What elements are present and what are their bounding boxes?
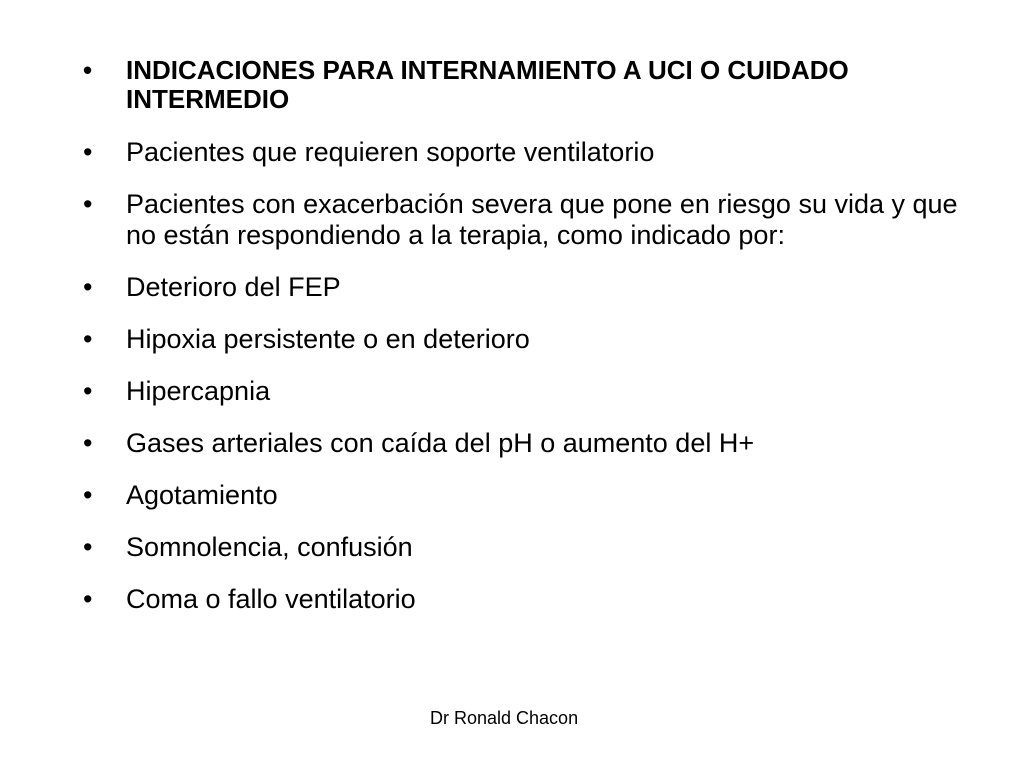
bullet-item (83, 137, 963, 168)
footer-author: Dr Ronald Chacon (430, 708, 579, 728)
bullet-text: Agotamiento (126, 480, 278, 510)
bullet-icon: • (83, 55, 93, 85)
bullet-icon: • (83, 428, 93, 458)
bullet-icon: • (83, 324, 93, 354)
bullet-text: Gases arteriales con caída del pH o aumento del H+ (126, 428, 755, 458)
bullet-text: INDICACIONES PARA INTERNAMIENTO A UCI O CUIDADO INTERMEDIO (126, 55, 849, 114)
bullet-text: Coma o fallo ventilatorio (126, 584, 416, 614)
bullet-text: Hipoxia persistente o en deterioro (126, 324, 530, 354)
bullet-text: Hipercapnia (126, 376, 271, 406)
bullet-item (83, 376, 963, 407)
bullet-item (83, 532, 963, 563)
bullet-text: Deterioro del FEP (126, 272, 341, 302)
bullet-item (83, 480, 963, 511)
bullet-item (83, 584, 963, 615)
bullet-list (83, 56, 963, 636)
bullet-item (83, 189, 963, 251)
bullet-icon: • (83, 584, 93, 614)
bullet-icon: • (83, 532, 93, 562)
bullet-icon: • (83, 272, 93, 302)
bullet-text: Pacientes que requieren soporte ventilatorio (126, 137, 655, 167)
bullet-item (83, 428, 963, 459)
bullet-item (83, 324, 963, 355)
bullet-text: Somnolencia, confusión (126, 532, 413, 562)
bullet-item-heading (83, 56, 963, 114)
bullet-icon: • (83, 189, 93, 219)
bullet-item (83, 272, 963, 303)
bullet-icon: • (83, 376, 93, 406)
bullet-icon: • (83, 480, 93, 510)
bullet-icon: • (83, 137, 93, 167)
bullet-text: Pacientes con exacerbación severa que pone en riesgo su vida y que no están respondiendo a la terapia, como indicado por: (126, 189, 958, 250)
